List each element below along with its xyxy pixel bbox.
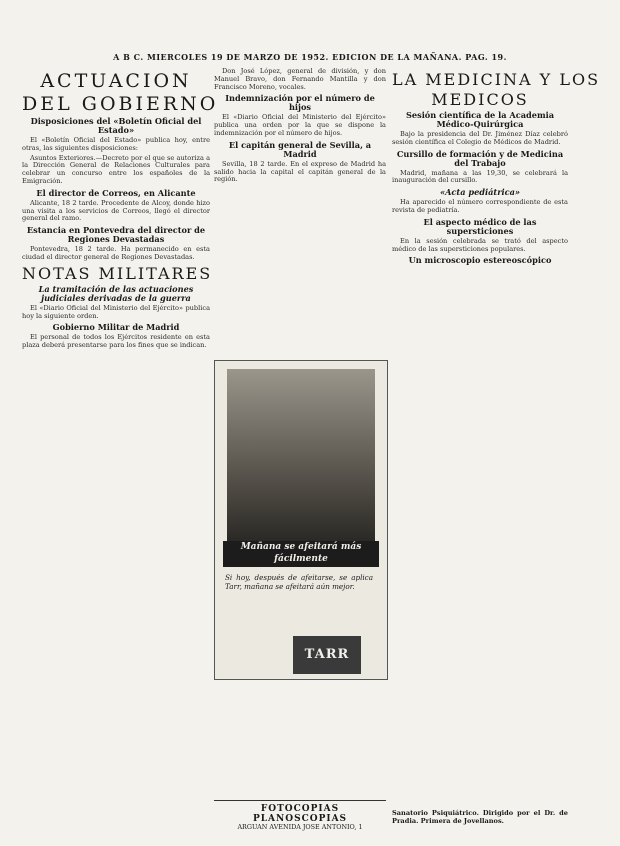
article-paragraph: Madrid, mañana a las 19,30, se celebrará la inauguración del cursillo. [392,168,568,185]
column-right [392,68,601,838]
ad-product-label: TARR [293,636,361,674]
headline-gobierno-militar: Gobierno Militar de Madrid [52,322,180,333]
article-paragraph: Sevilla, 18 2 tarde. En el expreso de Madrid ha salido hacia la capital el capitán general de la región. [214,159,386,184]
ad-title: FOTOCOPIAS PLANOSCOPIAS [252,804,348,824]
article-paragraph: Ha aparecido el número correspondiente de esta revista de pediatría. [392,198,568,214]
column-left [22,68,219,838]
article-paragraph: Alicante, 18 2 tarde. Procedente de Alcoy, donde hizo una visita a los servicios de Correos, llegó el director general del ramo. [22,198,210,223]
article-paragraph: En la sesión celebrada se trató del aspecto médico de las supersticiones populares. [392,236,568,253]
ad-banner: Mañana se afeitará más fácilmente [223,541,379,567]
classified-note: Sanatorio Psiquiátrico. Dirigido por el Dr. de Pradia. Primera de Jovellanos. [392,809,568,825]
headline-pontevedra: Estancia en Pontevedra del director de Regiones Devastadas [26,225,206,245]
advertisement-tarr [214,360,388,680]
ad-address: ARGUAN AVENIDA JOSE ANTONIO, 1 [237,823,363,831]
section-title-actuacion: ACTUACION [40,70,192,92]
article-paragraph: Bajo la presidencia del Dr. Jiménez Díaz celebró sesión científica el Colegio de Médicos de Madrid. [392,130,568,146]
headline-capitan-general: El capitán general de Sevilla, a Madrid [228,139,372,159]
headline-cursillo: Cursillo de formación y de Medicina del Trabajo [396,148,564,168]
headline-correos: El director de Correos, en Alicante [36,187,196,198]
article-paragraph: Pontevedra, 18 2 tarde. Ha permanecido en esta ciudad el director general de Regiones Devastadas. [22,245,210,261]
headline-acta-pediatrica: «Acta pediátrica» [439,187,521,198]
page-header: A B C. MIERCOLES 19 DE MARZO DE 1952. EDICION DE LA MAÑANA. PAG. 19. [113,52,507,62]
headline-boletin: Disposiciones del «Boletín Oficial del Estado» [30,116,202,135]
headline-indemnizacion: Indemnización por el número de hijos [225,93,375,113]
ad-photo [227,369,375,541]
article-paragraph: Asuntos Exteriores.—Decreto por el que se autoriza a la Dirección General de Relaciones Culturales para celebrar un concurso entre los españoles de la Emigración. [22,153,210,185]
headline-academia: Sesión científica de la Academia Médico-Quirúrgica [405,110,555,129]
article-paragraph: El «Diario Oficial del Ministerio del Ejército» publica hoy la siguiente orden. [22,303,210,320]
headline-tramitacion: La tramitación de las actuaciones judiciales derivadas de la guerra [38,283,194,303]
article-paragraph: Don José López, general de división, y don Manuel Bravo, don Fernando Mantilla y don Francisco Moreno, vocales. [214,67,386,91]
article-paragraph: El «Diario Oficial del Ministerio del Ejército» publica una orden por la que se dispone la indemnización por el número de hijos. [214,113,386,137]
section-title-notas-militares: NOTAS MILITARES [22,263,213,283]
article-paragraph: El «Boletín Oficial del Estado» publica hoy, entre otras, las siguientes disposiciones: [22,136,210,152]
ad-text: Si hoy, después de afeitarse, se aplica Tarr, mañana se afeitará aún mejor. [225,573,373,591]
headline-supersticiones: El aspecto médico de las supersticiones [423,216,537,236]
section-title-gobierno: DEL GOBIERNO [22,93,219,115]
article-paragraph: El personal de todos los Ejércitos residente en esta plaza deberá presentarse para los fines que se indican. [22,333,210,350]
section-title-medicos: MEDICOS [431,90,529,109]
section-title-medicina: LA MEDICINA Y LOS [392,70,601,89]
headline-microscopio: Un microscopio estereoscópico [408,255,552,266]
advertisement-fotocopias [214,800,386,829]
